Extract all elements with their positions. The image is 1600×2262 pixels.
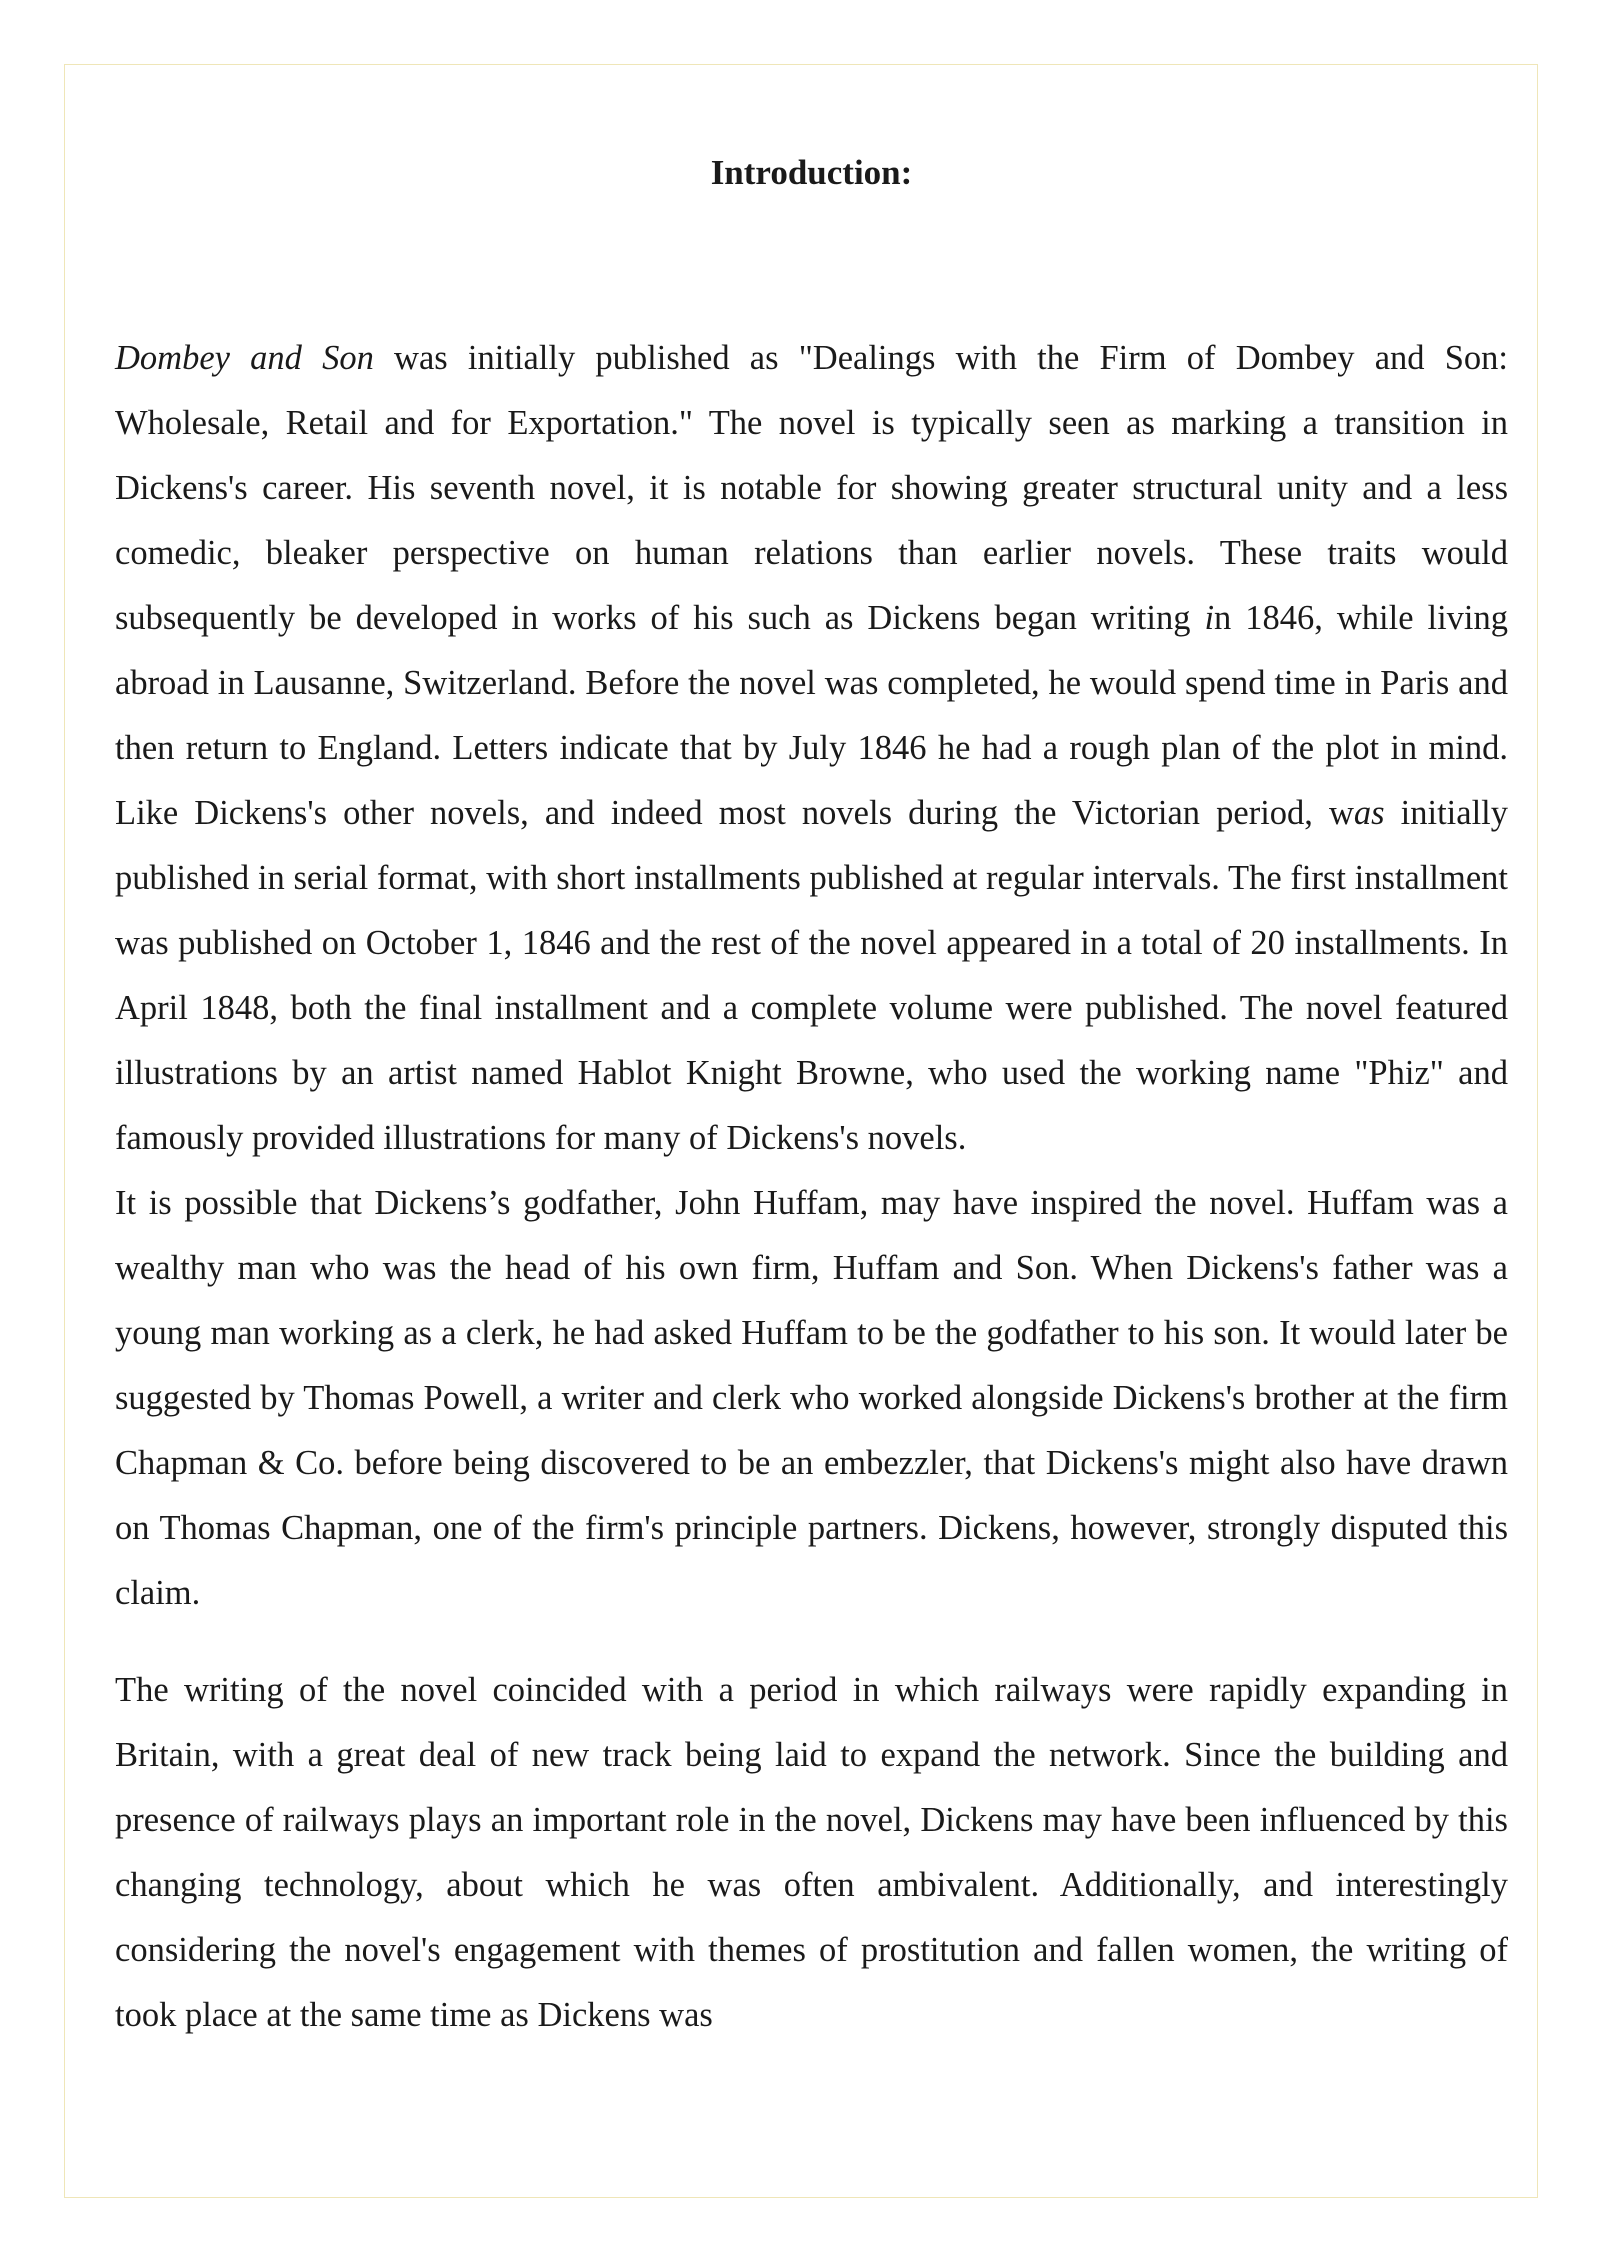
paragraph-2: It is possible that Dickens’s godfather, John Huffam, may have inspired the novel. Huffam was a wealthy man who was the head of his own firm, Huffam and Son. When Dickens's father was a young man working as a clerk, he had asked Huffam to be the godfather to his son. It would later be suggested by Thomas Powell, a writer and clerk who worked alongside Dickens's brother at the firm Chapman & Co. before being discovered to be an embezzler, that Dickens's might also have drawn on Thomas Chapman, one of the firm's principle partners. Dickens, however, strongly disputed this claim.: [115, 1184, 1508, 1612]
page-title: Introduction:: [710, 153, 913, 192]
book-title: Dombey and Son: [115, 339, 374, 377]
document-body: [115, 326, 1508, 2048]
paragraph-3: The writing of the novel coincided with a period in which railways were rapidly expanding in Britain, with a great deal of new track being laid to expand the network. Since the building and presence of railways plays an important role in the novel, Dickens may have been influenced by this changing technology, about which he was often ambivalent. Additionally, and interestingly considering the novel's engagement with themes of prostitution and fallen women, the writing of took place at the same time as Dickens was: [115, 1671, 1508, 2034]
paragraph-1-text-c: initially published in serial format, with short installments published at regular intervals. The first installment was published on October 1, 1846 and the rest of the novel appeared in a total of 20 installments. In April 1848, both the final installment and a complete volume were published. The novel featured illustrations by an artist named Hablot Knight Browne, who used the working name "Phiz" and famously provided illustrations for many of Dickens's novels.: [115, 794, 1508, 1157]
paragraph-1-text-b: n 1846, while living abroad in Lausanne, Switzerland. Before the novel was completed, he would spend time in Paris and then return to England. Letters indicate that by July 1846 he had a rough plan of the plot in mind. Like Dickens's other novels, and indeed most novels during the Victorian period, w: [115, 599, 1509, 832]
italic-fragment-i: i: [1204, 599, 1215, 637]
paragraph-1-text-a: was initially published as "Dealings with the Firm of Dombey and Son: Wholesale, Retail and for Exportation." The novel is typically seen as marking a transition in Dickens's career. His seventh novel, it is notable for showing greater structural unity and a less comedic, bleaker perspective on human relations than earlier novels. These traits would subsequently be developed in works of his such as Dickens began writing: [115, 339, 1508, 637]
paragraph-1: [115, 326, 1508, 1171]
italic-fragment-as: as: [1353, 794, 1385, 832]
